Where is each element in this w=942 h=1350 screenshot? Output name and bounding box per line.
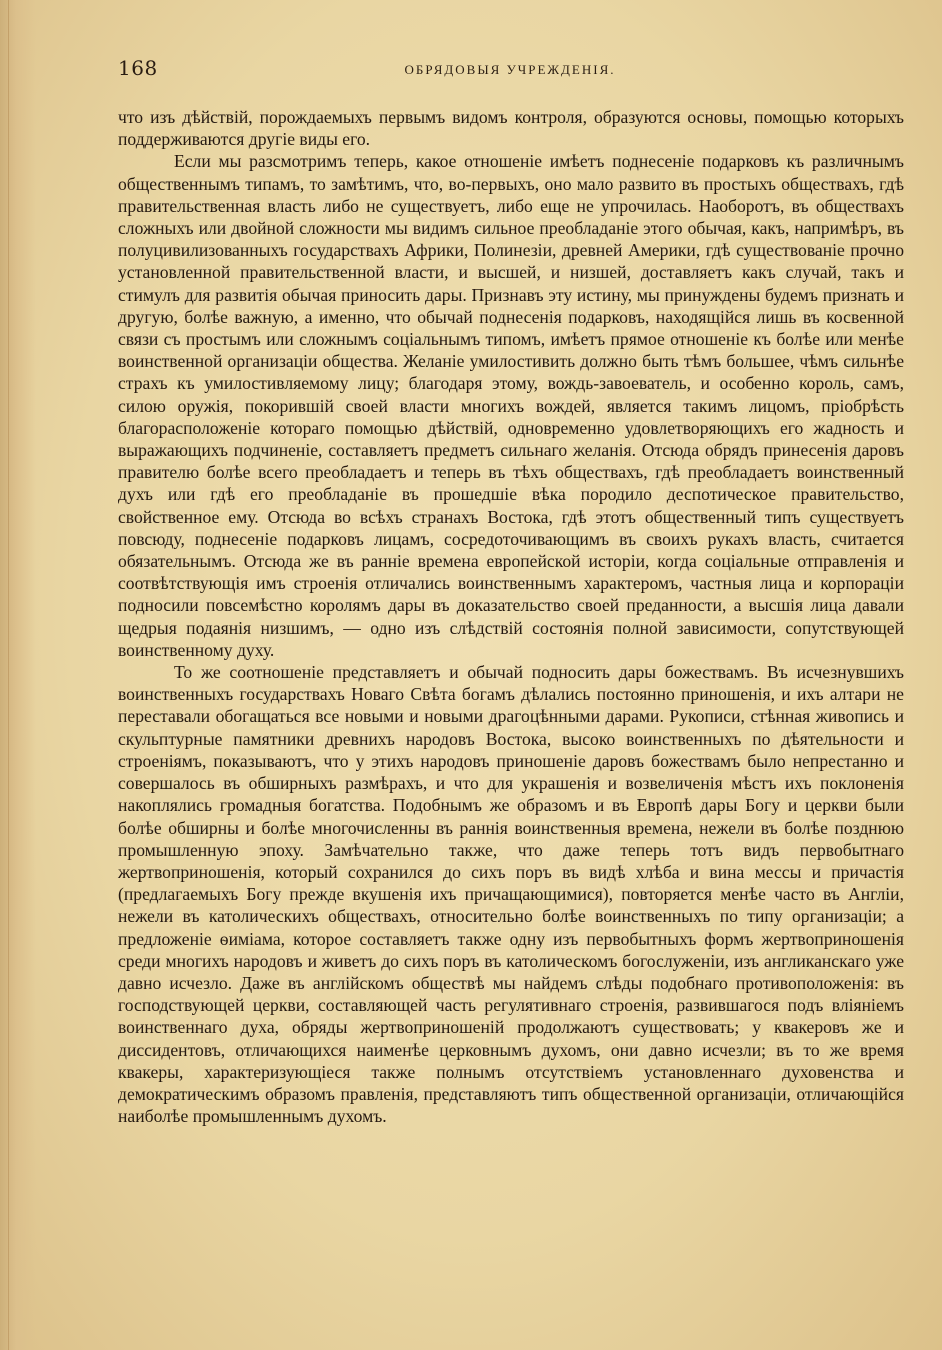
binding-edge-line bbox=[8, 0, 9, 1350]
binding-shadow bbox=[0, 0, 36, 1350]
body-text bbox=[118, 106, 904, 1127]
running-title: ОБРЯДОВЫЯ УЧРЕЖДЕНІЯ. bbox=[404, 62, 616, 77]
paragraph-offerings-to-gods: То же соотношеніе представляетъ и обычай подносить дары божествамъ. Въ исчезнувшихъ воинственныхъ государствахъ Новаго Свѣта богамъ дѣлались постоянно приношенія, и ихъ алтари не переставали обогащаться все новыми и новыми драгоцѣнными дарами. Рукописи, стѣнная живопись и скульптурные памятники древнихъ народовъ Востока, высоко воинственныхъ по дѣятельности и строеніямъ, показываютъ, что у этихъ народовъ приношеніе даровъ божествамъ было непрестанно и совершалось въ обширныхъ размѣрахъ, и что для украшенія и возвеличенія мѣстъ ихъ поклоненія накоплялись громадныя богатства. Подобнымъ же образомъ и въ Европѣ дары Богу и церкви были болѣе обширны и болѣе многочисленны въ раннія воинственныя времена, нежели въ болѣе позднюю промышленную эпоху. Замѣчательно также, что даже теперь тотъ видъ первобытнаго жертвоприношенія, который сохранился до сихъ поръ въ видѣ хлѣба и вина мессы и причастія (предлагаемыхъ Богу прежде вкушенія ихъ причащающимися), повторяется менѣе часто въ Англіи, нежели въ католическихъ обществахъ, относительно болѣе воинственныхъ по типу организаціи; а предложеніе ѳиміама, которое составляетъ также одну изъ первобытныхъ формъ жертвоприношенія среди многихъ народовъ и живетъ до сихъ поръ въ католическомъ богослуженіи, изъ англиканскаго уже давно исчезло. Даже въ англійскомъ обществѣ мы найдемъ слѣды подобнаго противоположенія: въ господствующей церкви, составляющей часть регулятивнаго строенія, развившагося подъ вліяніемъ воинственнаго духа, обряды жертвоприношеній продолжаютъ существовать; у квакеровъ же и диссидентовъ, отличающихся наименѣе церковнымъ духомъ, они давно исчезли; въ то же время квакеры, характеризующіеся также полнымъ отсутствіемъ установленнаго духовенства и демократическимъ образомъ правленія, представляютъ типъ общественной организаціи, отличающійся наиболѣе промышленнымъ духомъ. bbox=[118, 662, 904, 1127]
paragraph-continuation: что изъ дѣйствій, порождаемыхъ первымъ видомъ контроля, образуются основы, помощью которыхъ поддерживаются другіе виды его. bbox=[118, 107, 904, 150]
page-number: 168 bbox=[118, 56, 158, 80]
paragraph-gift-giving: Если мы разсмотримъ теперь, какое отношеніе имѣетъ поднесеніе подарковъ къ различнымъ общественнымъ типамъ, то замѣтимъ, что, во-первыхъ, оно мало развито въ простыхъ обществахъ, гдѣ правительственная власть либо не существуетъ, либо еще не упрочилась. Наоборотъ, въ обществахъ сложныхъ или двойной сложности мы видимъ сильное преобладаніе этого обычая, какъ, напримѣръ, въ полуцивилизованныхъ государствахъ Африки, Полинезіи, древней Америки, гдѣ существованіе прочно установленной правительственной власти, и высшей, и низшей, доставляетъ какъ случай, такъ и стимулъ для развитія обычая приносить дары. Признавъ эту истину, мы принуждены будемъ признать и другую, болѣе важную, а именно, что обычай поднесенія подарковъ, находящійся лишь въ косвенной связи съ простымъ или сложнымъ соціальнымъ типомъ, имѣетъ прямое отношеніе къ болѣе или менѣе воинственной организаціи общества. Желаніе умилостивить должно быть тѣмъ большее, чѣмъ сильнѣе страхъ къ умилостивляемому лицу; благодаря этому, вождь-завоеватель, и особенно король, самъ, силою оружія, покорившій своей власти многихъ вождей, является такимъ лицомъ, пріобрѣсть благорасположеніе котораго помощью дѣйствій, одновременно удовлетворяющихъ его жадность и выражающихъ подчиненіе, составляетъ предметъ сильнаго желанія. Отсюда обрядъ принесенія даровъ правителю болѣе всего преобладаетъ и теперь въ тѣхъ обществахъ, гдѣ преобладаетъ воинственный духъ или гдѣ его преобладаніе въ прошедшіе вѣка породило деспотическое правительство, свойственное ему. Отсюда во всѣхъ странахъ Востока, гдѣ этотъ общественный типъ существуетъ повсюду, поднесеніе подарковъ лицамъ, сосредоточивающимъ въ своихъ рукахъ власть, считается обязательнымъ. Отсюда же въ ранніе времена европейской исторіи, когда соціальные отправленія и соотвѣтствующія имъ строенія отличались воинственнымъ характеромъ, частныя лица и корпораціи подносили повсемѣстно королямъ дары въ доказательство своей преданности, а высшія лица давали щедрыя подаянія низшимъ, — одно изъ слѣдствій состоянія полной зависимости, сопутствующей воинственному духу. bbox=[118, 151, 904, 660]
